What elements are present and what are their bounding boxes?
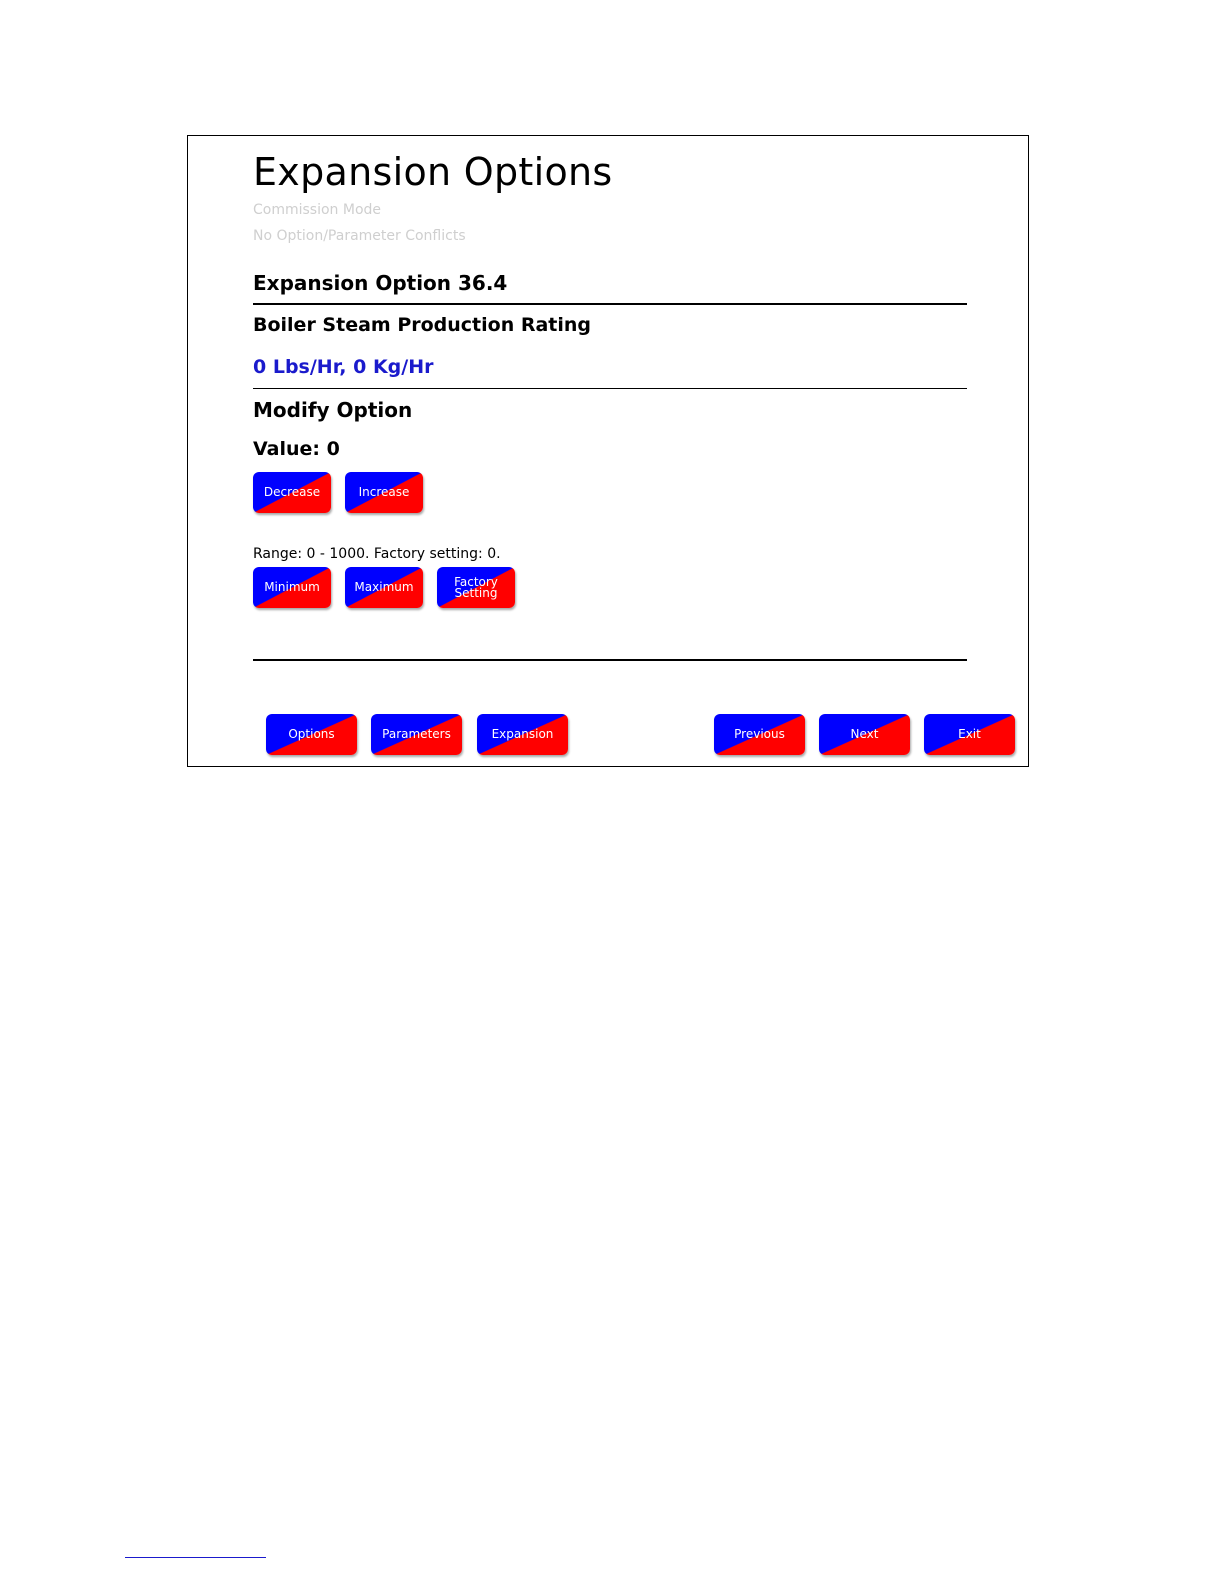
factory-setting-label: [454, 574, 498, 600]
previous-button[interactable]: [714, 714, 805, 755]
exit-button[interactable]: [924, 714, 1015, 755]
expansion-button[interactable]: [477, 714, 568, 755]
modify-heading: Modify Option: [253, 398, 413, 422]
hmi-screen: [187, 135, 1029, 767]
value-readout: Value: 0: [253, 438, 340, 460]
minimum-label: Minimum: [264, 580, 320, 594]
option-name: Boiler Steam Production Rating: [253, 314, 592, 336]
increase-label: Increase: [358, 485, 410, 499]
factory-label-line2: Setting: [454, 585, 498, 600]
mode-label: Commission Mode: [253, 202, 382, 218]
previous-label: Previous: [734, 727, 785, 741]
divider-top: [253, 303, 967, 305]
minimum-button[interactable]: [253, 567, 331, 608]
option-heading: Expansion Option 36.4: [253, 271, 508, 295]
options-button[interactable]: [266, 714, 357, 755]
conflict-status: No Option/Parameter Conflicts: [253, 228, 466, 244]
range-info: Range: 0 - 1000. Factory setting: 0.: [253, 546, 501, 562]
expansion-label: Expansion: [491, 727, 554, 741]
maximum-button[interactable]: [345, 567, 423, 608]
decrease-button[interactable]: [253, 472, 331, 513]
exit-label: Exit: [958, 727, 981, 741]
maximum-label: Maximum: [354, 580, 414, 594]
decrease-label: Decrease: [263, 485, 321, 499]
parameters-button[interactable]: [371, 714, 462, 755]
screen-title: Expansion Options: [253, 150, 613, 194]
options-label: Options: [288, 727, 335, 741]
next-button[interactable]: [819, 714, 910, 755]
factory-setting-button[interactable]: [437, 567, 515, 608]
divider-middle: [253, 388, 967, 389]
factory-label-line1: Factory: [454, 574, 498, 589]
divider-bottom: [253, 659, 967, 661]
parameters-label: Parameters: [382, 727, 451, 741]
increase-button[interactable]: [345, 472, 423, 513]
next-label: Next: [850, 727, 879, 741]
footnote-separator: [125, 1557, 266, 1558]
option-current-value: 0 Lbs/Hr, 0 Kg/Hr: [253, 356, 434, 378]
